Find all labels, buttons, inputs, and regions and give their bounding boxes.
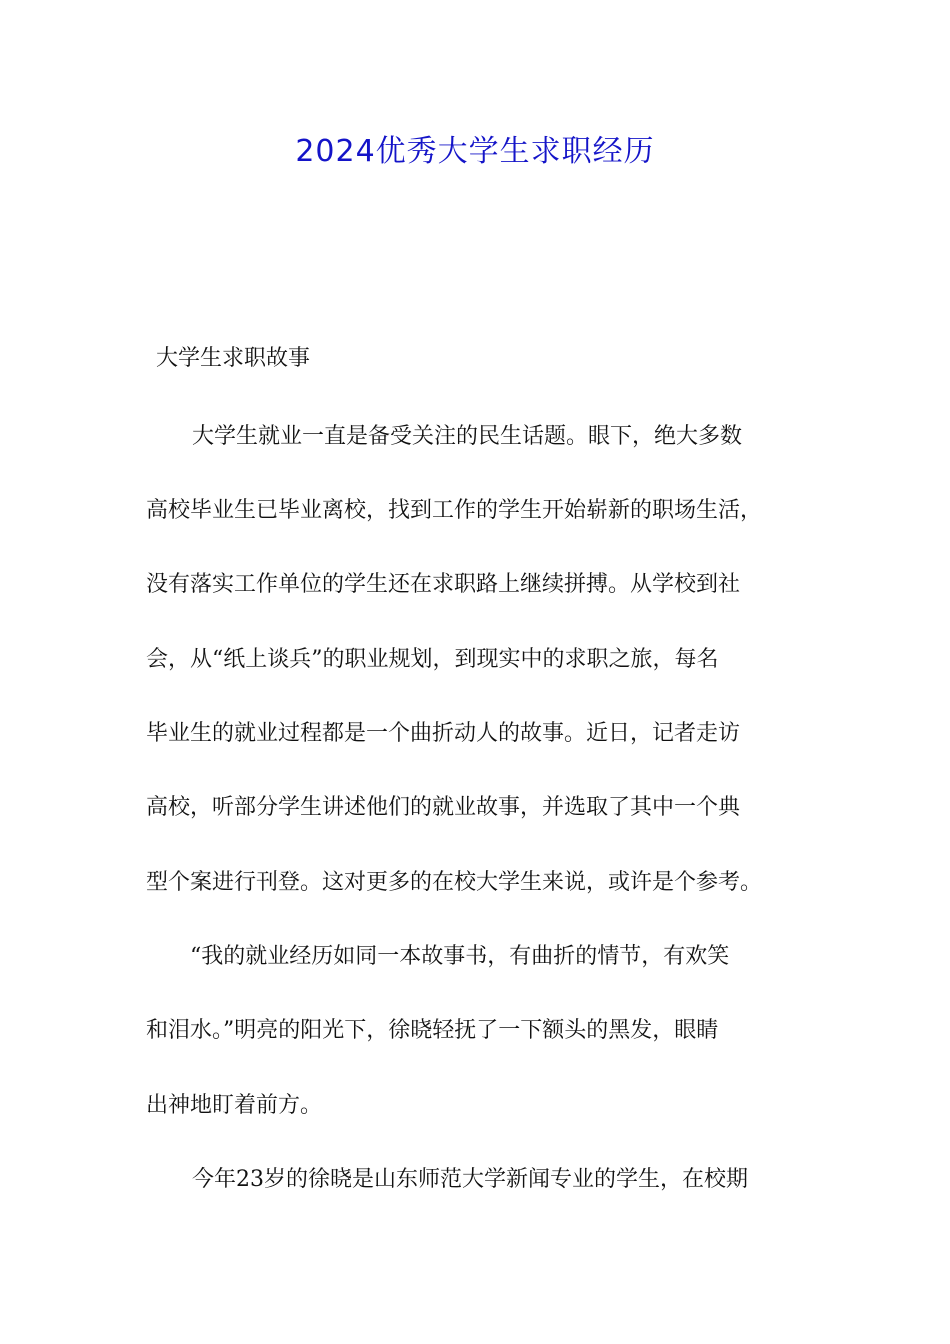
paragraph-line: 出神地盯着前方。 [146,1093,323,1118]
document-title: 2024优秀大学生求职经历 [295,134,655,169]
paragraph-line: 高校，听部分学生讲述他们的就业故事，并选取了其中一个典 [146,795,741,820]
paragraph-line: 和泪水。”明亮的阳光下，徐晓轻抚了一下额头的黑发，眼睛 [146,1018,719,1043]
paragraph-line: 高校毕业生已毕业离校，找到工作的学生开始崭新的职场生活， [146,498,763,523]
paragraph-line: 大学生就业一直是备受关注的民生话题。眼下，绝大多数 [192,424,743,449]
paragraph-line: 没有落实工作单位的学生还在求职路上继续拼搏。从学校到社 [146,572,741,597]
paragraph-line: 毕业生的就业过程都是一个曲折动人的故事。近日，记者走访 [146,721,741,746]
paragraph-line: 今年23岁的徐晓是山东师范大学新闻专业的学生，在校期 [192,1167,748,1192]
subheading: 大学生求职故事 [156,346,311,371]
paragraph-line: “我的就业经历如同一本故事书，有曲折的情节，有欢笑 [190,944,730,969]
paragraph-line: 型个案进行刊登。这对更多的在校大学生来说，或许是个参考。 [146,870,763,895]
paragraph-line: 会，从“纸上谈兵”的职业规划，到现实中的求职之旅，每名 [146,647,719,672]
